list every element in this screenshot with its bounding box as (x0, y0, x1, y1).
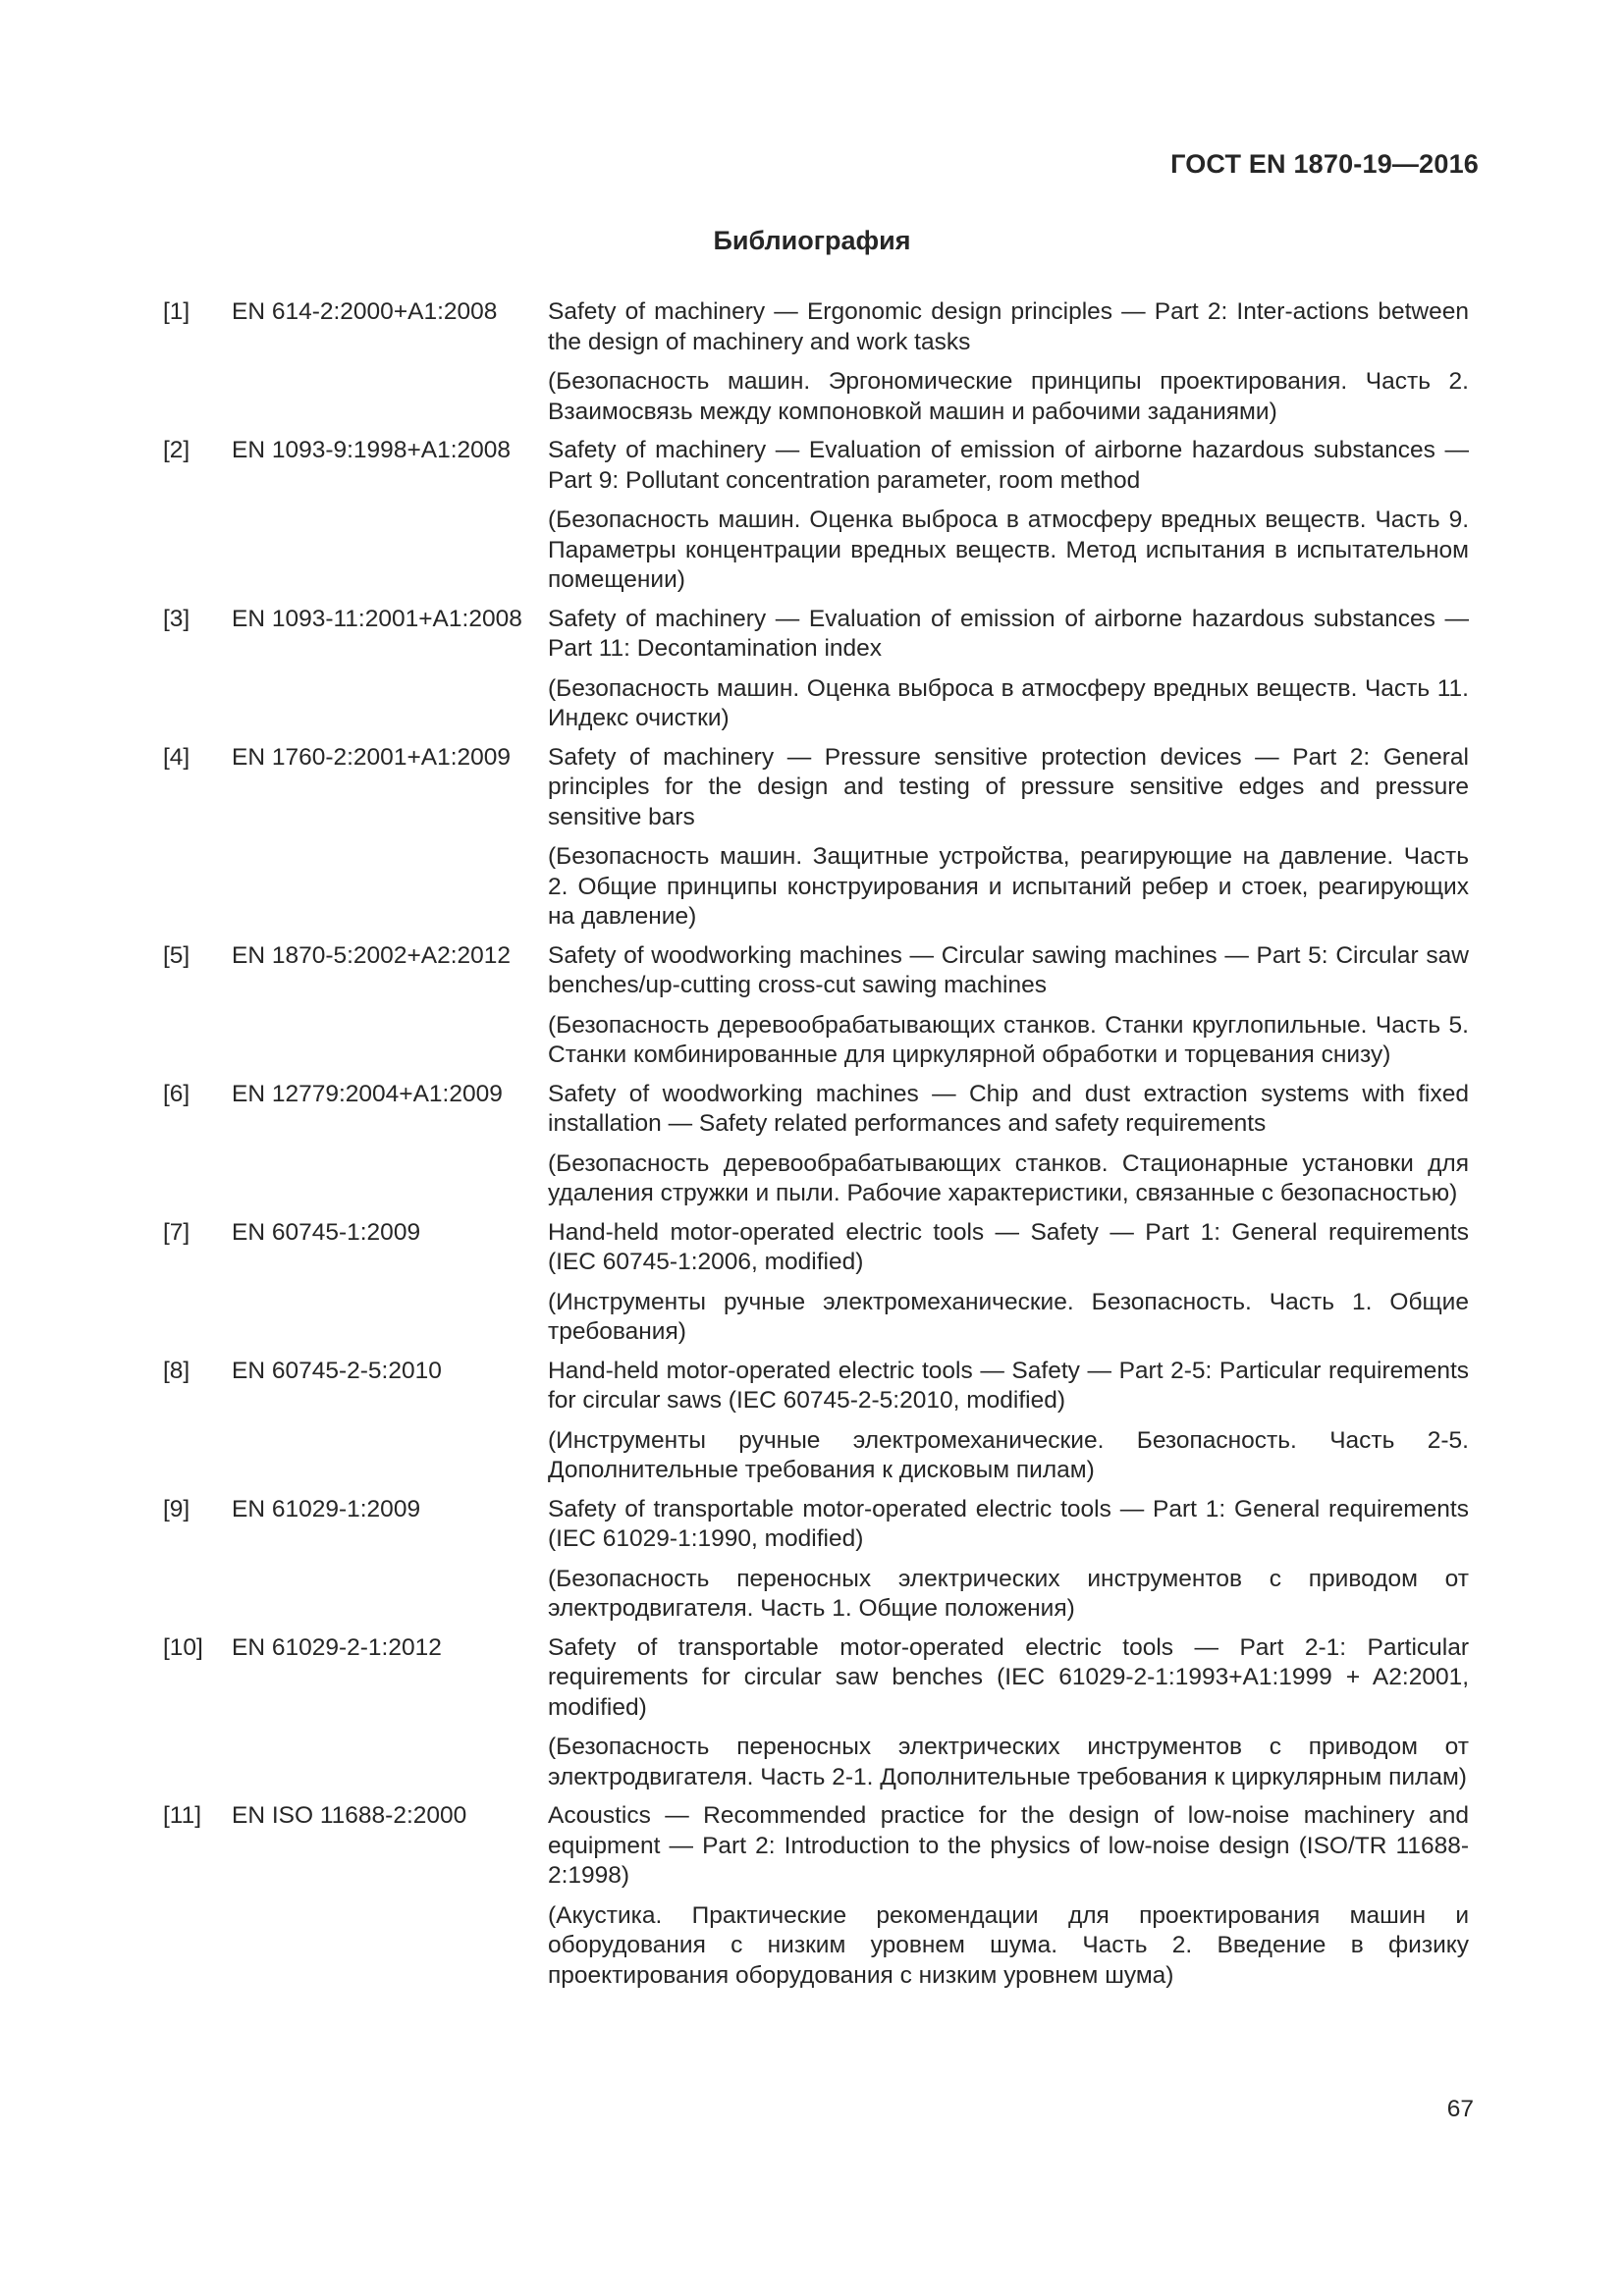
bibliography-entry (163, 1633, 1469, 1793)
entry-title-russian: (Акустика. Практические рекомендации для проектирования машин и оборудования с низким уровнем шума. Часть 2. Введение в физику проектирования оборудования с низким уровнем шума) (548, 1901, 1469, 1989)
entry-title-russian: (Безопасность машин. Эргономические принципы проектирования. Часть 2. Взаимосвязь между компоновкой машин и рабочими заданиями) (548, 368, 1469, 425)
bibliography-entry (163, 1357, 1469, 1486)
entry-title-russian: (Безопасность машин. Оценка выброса в атмосферу вредных веществ. Часть 9. Параметры концентрации вредных веществ. Метод испытания в испытательном помещении) (548, 507, 1469, 593)
entry-standard-code: EN 12779:2004+A1:2009 (232, 1080, 503, 1107)
entry-number: [10] (163, 1633, 203, 1661)
bibliography-entry (163, 1801, 1469, 1991)
entry-title-russian: (Инструменты ручные электромеханические. Безопасность. Часть 2-5. Дополнительные требования к дисковым пилам) (548, 1426, 1469, 1483)
entry-standard-code: EN 61029-1:2009 (232, 1495, 421, 1522)
entry-title-english: Safety of machinery — Pressure sensitive protection devices — Part 2: General principles for the design and testing of pressure sensitive edges and pressure sensitive bars (548, 743, 1469, 830)
entry-standard-code: EN 1093-9:1998+A1:2008 (232, 437, 512, 463)
entry-number: [6] (163, 1080, 190, 1107)
entry-title-russian: (Безопасность машин. Защитные устройства, реагирующие на давление. Часть 2. Общие принципы конструирования и испытаний ребер и стоек, реагирующих на давление) (548, 843, 1469, 930)
entry-title-russian: (Безопасность переносных электрических инструментов с приводом от электродвигателя. Часть 1. Общие положения) (548, 1565, 1469, 1622)
entry-standard-code: EN 1870-5:2002+A2:2012 (232, 941, 512, 969)
entry-title-russian: (Безопасность деревообрабатывающих станков. Стационарные установки для удаления стружки и пыли. Рабочие характеристики, связанные с безопасностью) (548, 1149, 1469, 1206)
entry-title-russian: (Безопасность деревообрабатывающих станков. Станки круглопильные. Часть 5. Станки комбинированные для циркулярной обработки и торцевания снизу) (548, 1011, 1469, 1068)
entry-title-russian: (Инструменты ручные электромеханические. Безопасность. Часть 1. Общие требования) (548, 1288, 1469, 1345)
entry-description (548, 297, 1469, 427)
entry-title-english: Safety of machinery — Evaluation of emission of airborne hazardous substances — Part 11: Decontamination index (548, 605, 1469, 662)
page-title: Библиография (713, 226, 911, 255)
document-header: ГОСТ EN 1870-19—2016 (1170, 149, 1479, 179)
entry-title-english: Safety of woodworking machines — Chip and dust extraction systems with fixed installation — Safety related performances and safety requirements (548, 1080, 1469, 1137)
entry-description (548, 1495, 1469, 1625)
entry-standard-code: EN 61029-2-1:2012 (232, 1633, 442, 1661)
entry-description (548, 1633, 1469, 1793)
entry-standard-code: EN 60745-1:2009 (232, 1218, 421, 1246)
entry-number: [3] (163, 605, 190, 632)
entry-number: [8] (163, 1357, 190, 1384)
bibliography-entry (163, 1495, 1469, 1625)
bibliography-entry (163, 605, 1469, 734)
entry-title-russian: (Безопасность машин. Оценка выброса в атмосферу вредных веществ. Часть 11. Индекс очистки) (548, 674, 1469, 731)
bibliography-entry (163, 297, 1469, 427)
entry-number: [7] (163, 1218, 190, 1246)
entry-title-russian: (Безопасность переносных электрических инструментов с приводом от электродвигателя. Часть 2-1. Дополнительные требования к циркулярным пилам) (548, 1734, 1469, 1790)
entry-number: [5] (163, 941, 190, 969)
entry-title-english: Hand-held motor-operated electric tools — Safety — Part 1: General requirements (IEC 60745-1:2006, modified) (548, 1218, 1469, 1275)
entry-number: [4] (163, 743, 190, 771)
entry-description (548, 1080, 1469, 1209)
entry-description (548, 941, 1469, 1071)
entry-title-english: Safety of machinery — Ergonomic design principles — Part 2: Inter-actions between the design of machinery and work tasks (548, 298, 1469, 355)
entry-title-english: Safety of transportable motor-operated electric tools — Part 2-1: Particular requirements for circular saw benches (IEC 61029-2-1:1993+A1:1999 + A2:2001, modified) (548, 1633, 1469, 1721)
entry-title-english: Safety of woodworking machines — Circular sawing machines — Part 5: Circular saw benches/up-cutting cross-cut sawing machines (548, 941, 1469, 998)
entry-number: [11] (163, 1802, 202, 1829)
entry-description (548, 605, 1469, 734)
entry-description (548, 1801, 1469, 1991)
bibliography-entry (163, 1080, 1469, 1209)
entry-number: [1] (163, 298, 190, 325)
entry-description (548, 743, 1469, 933)
entry-title-english: Acoustics — Recommended practice for the design of low-noise machinery and equipment — Part 2: Introduction to the physics of low-noise design (ISO/TR 11688-2:1998) (548, 1802, 1469, 1889)
entry-standard-code: EN 1093-11:2001+A1:2008 (232, 605, 522, 632)
entry-standard-code: EN 60745-2-5:2010 (232, 1357, 442, 1384)
bibliography-entry (163, 436, 1469, 596)
entry-standard-code: EN ISO 11688-2:2000 (232, 1802, 467, 1829)
page-number: 67 (1446, 2096, 1474, 2122)
entry-title-english: Hand-held motor-operated electric tools — Safety — Part 2-5: Particular requirements for circular saws (IEC 60745-2-5:2010, modified) (548, 1357, 1469, 1414)
entry-description (548, 1357, 1469, 1486)
bibliography-list (163, 297, 1469, 2000)
entry-description (548, 1218, 1469, 1348)
bibliography-entry (163, 1218, 1469, 1348)
entry-description (548, 436, 1469, 596)
entry-number: [9] (163, 1495, 190, 1522)
entry-standard-code: EN 614-2:2000+A1:2008 (232, 298, 498, 325)
bibliography-entry (163, 743, 1469, 933)
entry-title-english: Safety of transportable motor-operated electric tools — Part 1: General requirements (IEC 61029-1:1990, modified) (548, 1495, 1469, 1552)
entry-standard-code: EN 1760-2:2001+A1:2009 (232, 743, 512, 771)
entry-title-english: Safety of machinery — Evaluation of emission of airborne hazardous substances — Part 9: Pollutant concentration parameter, room method (548, 437, 1469, 494)
entry-number: [2] (163, 437, 190, 463)
bibliography-entry (163, 941, 1469, 1071)
